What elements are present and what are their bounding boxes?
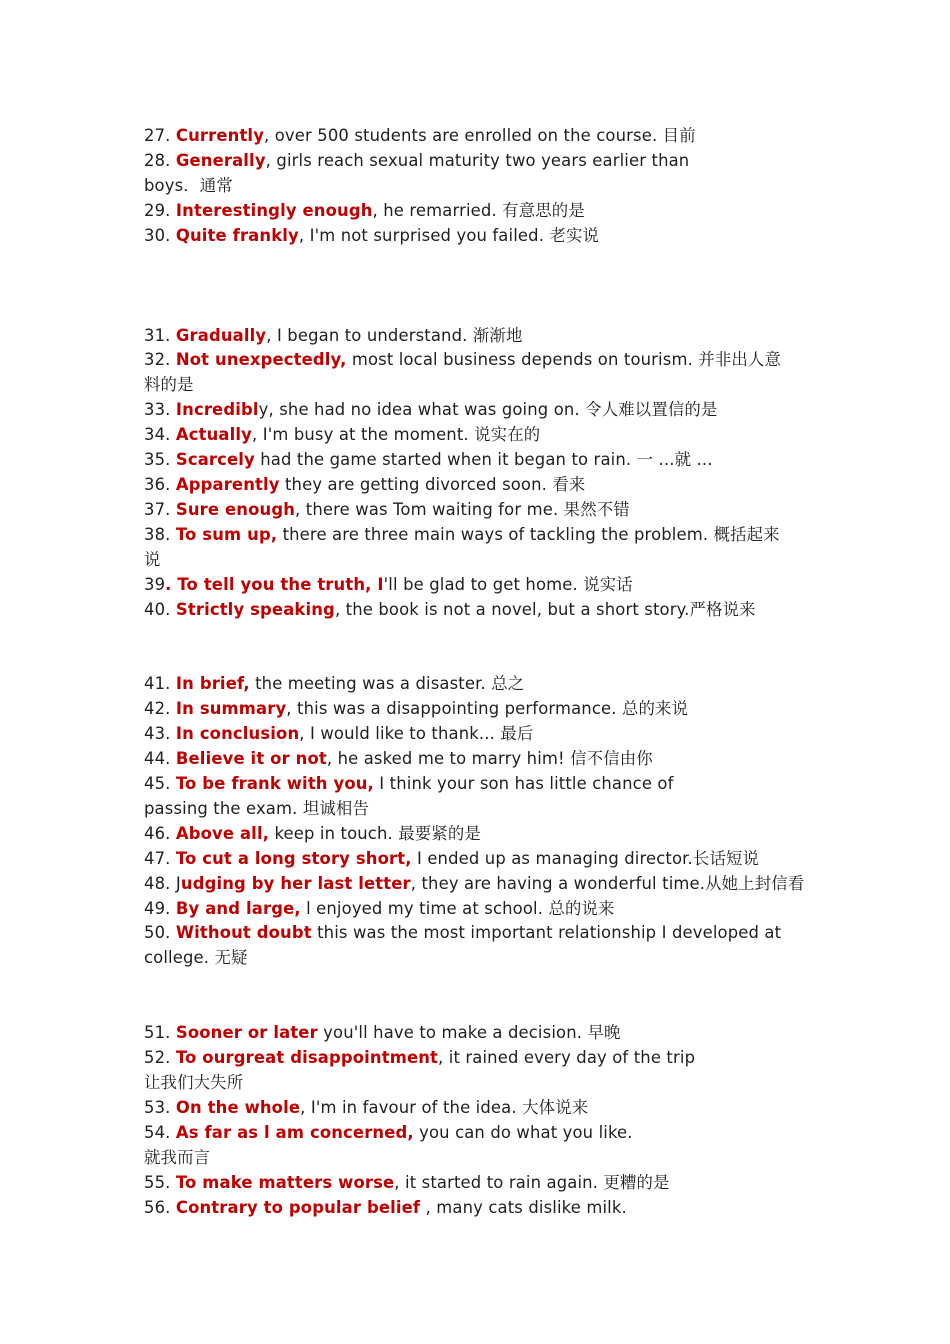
list-item: 49. By and large, l enjoyed my time at school. 总的说来 [144,898,615,918]
keyword: Contrary to popular belief [175,1197,421,1217]
section-spacer [144,622,812,672]
keyword: Without doubt [175,923,312,943]
list-item: 38. To sum up, there are three main ways of tackling the problem. 概括起来 [144,524,780,544]
list-item: 32. Not unexpectedly, most local business depends on tourism. 并非出人意 [144,350,781,370]
list-item-continuation: 说 [144,549,161,569]
keyword: To ourgreat disappointment [175,1048,439,1068]
keyword: Believe it or not [175,749,327,769]
keyword: Generally [175,150,266,170]
list-item-continuation: 就我而言 [144,1147,211,1167]
list-item: 45. To be frank with you, I think your son has little chance of [144,774,674,794]
keyword: To be frank with you, [175,774,374,794]
list-item: 47. To cut a long story short, I ended up as managing director.长话短说 [144,848,760,868]
list-item-continuation: boys．通常 [144,175,233,195]
list-item: 31. Gradually, I began to understand. 渐渐地 [144,325,523,345]
keyword: As far as l am concerned, [175,1122,414,1142]
keyword: Actually [175,425,252,445]
keyword: In conclusion [175,724,300,744]
list-item: 51. Sooner or later you'll have to make a decision. 早晚 [144,1023,621,1043]
list-item: 30. Quite frankly, I'm not surprised you failed. 老实说 [144,225,600,245]
document-page [144,124,812,1221]
keyword: Gradually [175,325,267,345]
keyword: udging by her last letter [180,873,411,893]
keyword: Apparently [175,474,280,494]
list-item-continuation: college. 无疑 [144,948,248,968]
keyword: Not unexpectedly, [175,350,347,370]
list-item: 39. To tell you the truth, I'll be glad to get home. 说实话 [144,574,633,594]
keyword: Currently [175,126,265,145]
section-spacer [144,249,812,324]
keyword: . To tell you the truth, I [165,574,384,594]
keyword: Interestingly enough [175,200,373,220]
keyword: To sum up, [175,524,278,544]
keyword: On the whole [175,1098,301,1117]
list-item: 44. Believe it or not, he asked me to marry him! 信不信由你 [144,749,653,769]
list-item: 27. Currently, over 500 students are enrolled on the course. 目前 [144,126,696,145]
keyword: Sure enough [175,499,296,519]
keyword: To make matters worse [175,1172,395,1192]
list-item: 50. Without doubt this was the most important relationship I developed at [144,923,782,943]
list-item: 41. In brief, the meeting was a disaster. 总之 [144,674,525,694]
keyword: Sooner or later [175,1023,318,1043]
list-item: 46. Above all, keep in touch. 最要紧的是 [144,823,481,843]
keyword: To cut a long story short, [175,848,412,868]
list-item: 56. Contrary to popular belief , many cats dislike milk. [144,1197,627,1217]
list-item: 36. Apparently they are getting divorced soon. 看来 [144,474,586,494]
list-item-continuation: 让我们大失所 [144,1073,244,1093]
keyword: In summary [175,699,287,719]
section-spacer [144,971,812,1021]
keyword: Above all, [175,823,270,843]
list-item: 55. To make matters worse, it started to rain again. 更糟的是 [144,1172,670,1192]
list-item: 35. Scarcely had the game started when it began to rain. 一 ...就 ... [144,450,713,470]
list-item: 52. To ourgreat disappointment, it rained every day of the trip [144,1048,696,1068]
keyword: Strictly speaking [175,599,335,619]
list-item: 54. As far as l am concerned, you can do what you like. [144,1122,633,1142]
list-item: 37. Sure enough, there was Tom waiting for me. 果然不错 [144,499,630,519]
list-item: 43. In conclusion, I would like to thank... 最后 [144,724,534,744]
list-item-continuation: passing the exam. 坦诚相告 [144,798,369,818]
keyword: Quite frankly [175,225,299,245]
keyword: Incredibl [175,400,259,420]
list-item: 40. Strictly speaking, the book is not a novel, but a short story.严格说来 [144,599,756,619]
list-item: 34. Actually, I'm busy at the moment. 说实在的 [144,425,541,445]
list-item: 53. On the whole, I'm in favour of the idea. 大体说来 [144,1098,589,1117]
keyword: Scarcely [175,450,255,470]
list-item: 48. Judging by her last letter, they are having a wonderful time.从她上封信看 [144,873,805,893]
keyword: By and large, [175,898,301,918]
list-item: 29. Interestingly enough, he remarried. 有意思的是 [144,200,585,220]
list-item: 42. In summary, this was a disappointing performance. 总的来说 [144,699,689,719]
list-item: 33. Incredibly, she had no idea what was going on. 令人难以置信的是 [144,400,718,420]
list-item: 28. Generally, girls reach sexual maturity two years earlier than [144,150,690,170]
list-item-continuation: 料的是 [144,375,194,395]
keyword: In brief, [175,674,250,694]
